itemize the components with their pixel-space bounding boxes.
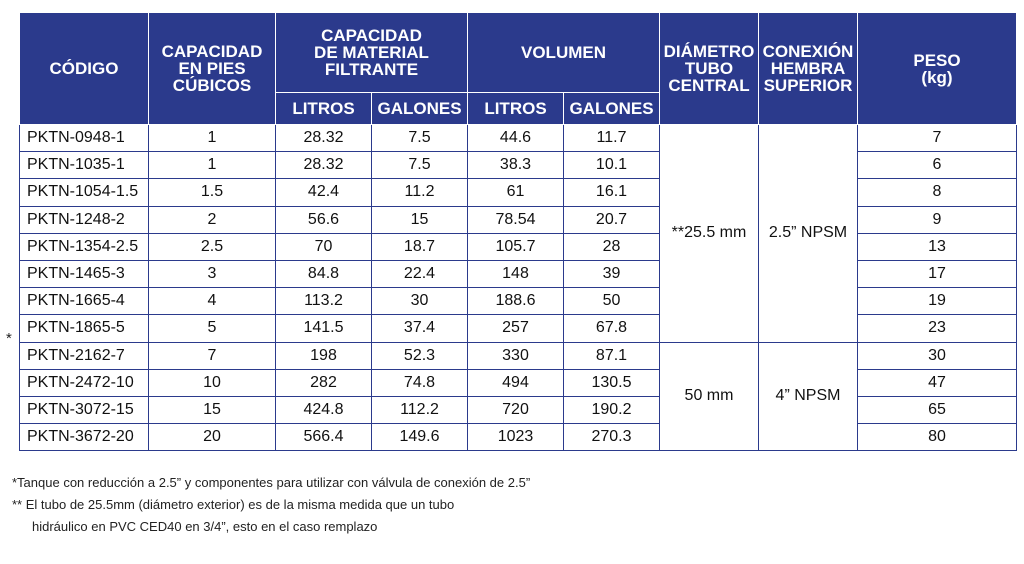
cell-mat-galones: 18.7 bbox=[372, 233, 468, 260]
cell-mat-litros: 84.8 bbox=[276, 260, 372, 287]
cell-mat-galones: 11.2 bbox=[372, 179, 468, 206]
cell-pies: 4 bbox=[149, 288, 276, 315]
cell-mat-litros: 42.4 bbox=[276, 179, 372, 206]
cell-mat-litros: 28.32 bbox=[276, 125, 372, 152]
cell-vol-galones: 270.3 bbox=[564, 424, 660, 451]
cell-vol-litros: 188.6 bbox=[468, 288, 564, 315]
cell-mat-galones: 149.6 bbox=[372, 424, 468, 451]
cell-vol-galones: 10.1 bbox=[564, 152, 660, 179]
cell-conexion-group-2: 4” NPSM bbox=[759, 342, 858, 451]
product-table-wrapper bbox=[19, 12, 1016, 451]
cell-codigo: PKTN-1354-2.5 bbox=[20, 233, 149, 260]
header-material-filtrante: CAPACIDAD DE MATERIAL FILTRANTE bbox=[276, 13, 468, 93]
cell-vol-litros: 38.3 bbox=[468, 152, 564, 179]
cell-mat-galones: 15 bbox=[372, 206, 468, 233]
footnote-tubo-line2: hidráulico en PVC CED40 en 3/4”, esto en el caso remplazo bbox=[32, 519, 378, 534]
cell-mat-litros: 141.5 bbox=[276, 315, 372, 342]
cell-pies: 5 bbox=[149, 315, 276, 342]
cell-pies: 2 bbox=[149, 206, 276, 233]
cell-vol-galones: 50 bbox=[564, 288, 660, 315]
table-row bbox=[20, 125, 1017, 152]
cell-peso: 19 bbox=[858, 288, 1017, 315]
cell-vol-litros: 44.6 bbox=[468, 125, 564, 152]
cell-peso: 6 bbox=[858, 152, 1017, 179]
cell-codigo: PKTN-0948-1 bbox=[20, 125, 149, 152]
cell-mat-galones: 7.5 bbox=[372, 125, 468, 152]
cell-peso: 65 bbox=[858, 396, 1017, 423]
table-row bbox=[20, 288, 1017, 315]
cell-mat-litros: 56.6 bbox=[276, 206, 372, 233]
footnote-tubo-line1: ** El tubo de 25.5mm (diámetro exterior) es de la misma medida que un tubo bbox=[12, 497, 455, 512]
cell-mat-galones: 7.5 bbox=[372, 152, 468, 179]
cell-vol-litros: 720 bbox=[468, 396, 564, 423]
cell-pies: 10 bbox=[149, 369, 276, 396]
cell-vol-galones: 20.7 bbox=[564, 206, 660, 233]
table-row bbox=[20, 260, 1017, 287]
cell-vol-galones: 16.1 bbox=[564, 179, 660, 206]
header-peso: PESO (kg) bbox=[858, 13, 1017, 125]
header-volumen: VOLUMEN bbox=[468, 13, 660, 93]
cell-peso: 47 bbox=[858, 369, 1017, 396]
table-row bbox=[20, 396, 1017, 423]
cell-mat-litros: 70 bbox=[276, 233, 372, 260]
cell-peso: 23 bbox=[858, 315, 1017, 342]
cell-vol-litros: 78.54 bbox=[468, 206, 564, 233]
cell-vol-galones: 130.5 bbox=[564, 369, 660, 396]
cell-conexion-group-1: 2.5” NPSM bbox=[759, 125, 858, 343]
table-row bbox=[20, 342, 1017, 369]
cell-codigo: PKTN-1035-1 bbox=[20, 152, 149, 179]
cell-vol-galones: 28 bbox=[564, 233, 660, 260]
cell-mat-litros: 282 bbox=[276, 369, 372, 396]
table-row bbox=[20, 315, 1017, 342]
cell-vol-litros: 61 bbox=[468, 179, 564, 206]
table-row bbox=[20, 233, 1017, 260]
cell-vol-litros: 148 bbox=[468, 260, 564, 287]
footnote-reduccion: *Tanque con reducción a 2.5” y componentes para utilizar con válvula de conexión de 2.5” bbox=[12, 475, 531, 490]
cell-vol-litros: 1023 bbox=[468, 424, 564, 451]
cell-peso: 7 bbox=[858, 125, 1017, 152]
cell-vol-galones: 190.2 bbox=[564, 396, 660, 423]
cell-vol-galones: 87.1 bbox=[564, 342, 660, 369]
cell-codigo: PKTN-1054-1.5 bbox=[20, 179, 149, 206]
subheader-material-galones: GALONES bbox=[372, 93, 468, 125]
cell-codigo: PKTN-1248-2 bbox=[20, 206, 149, 233]
table-row bbox=[20, 369, 1017, 396]
cell-vol-litros: 494 bbox=[468, 369, 564, 396]
cell-mat-litros: 113.2 bbox=[276, 288, 372, 315]
table-row bbox=[20, 179, 1017, 206]
cell-peso: 8 bbox=[858, 179, 1017, 206]
cell-pies: 1 bbox=[149, 152, 276, 179]
cell-mat-galones: 52.3 bbox=[372, 342, 468, 369]
cell-pies: 20 bbox=[149, 424, 276, 451]
cell-peso: 9 bbox=[858, 206, 1017, 233]
table-row bbox=[20, 206, 1017, 233]
cell-mat-galones: 30 bbox=[372, 288, 468, 315]
cell-diametro-group-2: 50 mm bbox=[660, 342, 759, 451]
product-spec-table bbox=[19, 12, 1017, 451]
table-row bbox=[20, 152, 1017, 179]
cell-codigo: PKTN-3672-20 bbox=[20, 424, 149, 451]
cell-peso: 80 bbox=[858, 424, 1017, 451]
cell-vol-litros: 330 bbox=[468, 342, 564, 369]
cell-pies: 1.5 bbox=[149, 179, 276, 206]
cell-mat-litros: 28.32 bbox=[276, 152, 372, 179]
cell-mat-litros: 198 bbox=[276, 342, 372, 369]
cell-vol-litros: 257 bbox=[468, 315, 564, 342]
cell-peso: 13 bbox=[858, 233, 1017, 260]
cell-peso: 30 bbox=[858, 342, 1017, 369]
header-codigo: CÓDIGO bbox=[20, 13, 149, 125]
cell-codigo: PKTN-2162-7 bbox=[20, 342, 149, 369]
cell-codigo: PKTN-1865-5 bbox=[20, 315, 149, 342]
cell-mat-litros: 566.4 bbox=[276, 424, 372, 451]
cell-diametro-group-1: **25.5 mm bbox=[660, 125, 759, 343]
header-capacidad-pies: CAPACIDAD EN PIES CÚBICOS bbox=[149, 13, 276, 125]
cell-codigo: PKTN-1465-3 bbox=[20, 260, 149, 287]
cell-pies: 15 bbox=[149, 396, 276, 423]
cell-vol-galones: 39 bbox=[564, 260, 660, 287]
subheader-volumen-galones: GALONES bbox=[564, 93, 660, 125]
subheader-material-litros: LITROS bbox=[276, 93, 372, 125]
header-diametro: DIÁMETRO TUBO CENTRAL bbox=[660, 13, 759, 125]
cell-pies: 2.5 bbox=[149, 233, 276, 260]
cell-codigo: PKTN-1665-4 bbox=[20, 288, 149, 315]
cell-peso: 17 bbox=[858, 260, 1017, 287]
cell-codigo: PKTN-2472-10 bbox=[20, 369, 149, 396]
table-row bbox=[20, 424, 1017, 451]
cell-vol-galones: 67.8 bbox=[564, 315, 660, 342]
subheader-volumen-litros: LITROS bbox=[468, 93, 564, 125]
cell-pies: 3 bbox=[149, 260, 276, 287]
cell-vol-litros: 105.7 bbox=[468, 233, 564, 260]
cell-vol-galones: 11.7 bbox=[564, 125, 660, 152]
footnotes bbox=[12, 472, 1012, 538]
cell-mat-galones: 74.8 bbox=[372, 369, 468, 396]
cell-mat-galones: 37.4 bbox=[372, 315, 468, 342]
cell-mat-galones: 112.2 bbox=[372, 396, 468, 423]
header-conexion: CONEXIÓN HEMBRA SUPERIOR bbox=[759, 13, 858, 125]
cell-mat-galones: 22.4 bbox=[372, 260, 468, 287]
cell-codigo: PKTN-3072-15 bbox=[20, 396, 149, 423]
cell-pies: 1 bbox=[149, 125, 276, 152]
row-marker-asterisk: * bbox=[6, 330, 12, 347]
cell-mat-litros: 424.8 bbox=[276, 396, 372, 423]
cell-pies: 7 bbox=[149, 342, 276, 369]
